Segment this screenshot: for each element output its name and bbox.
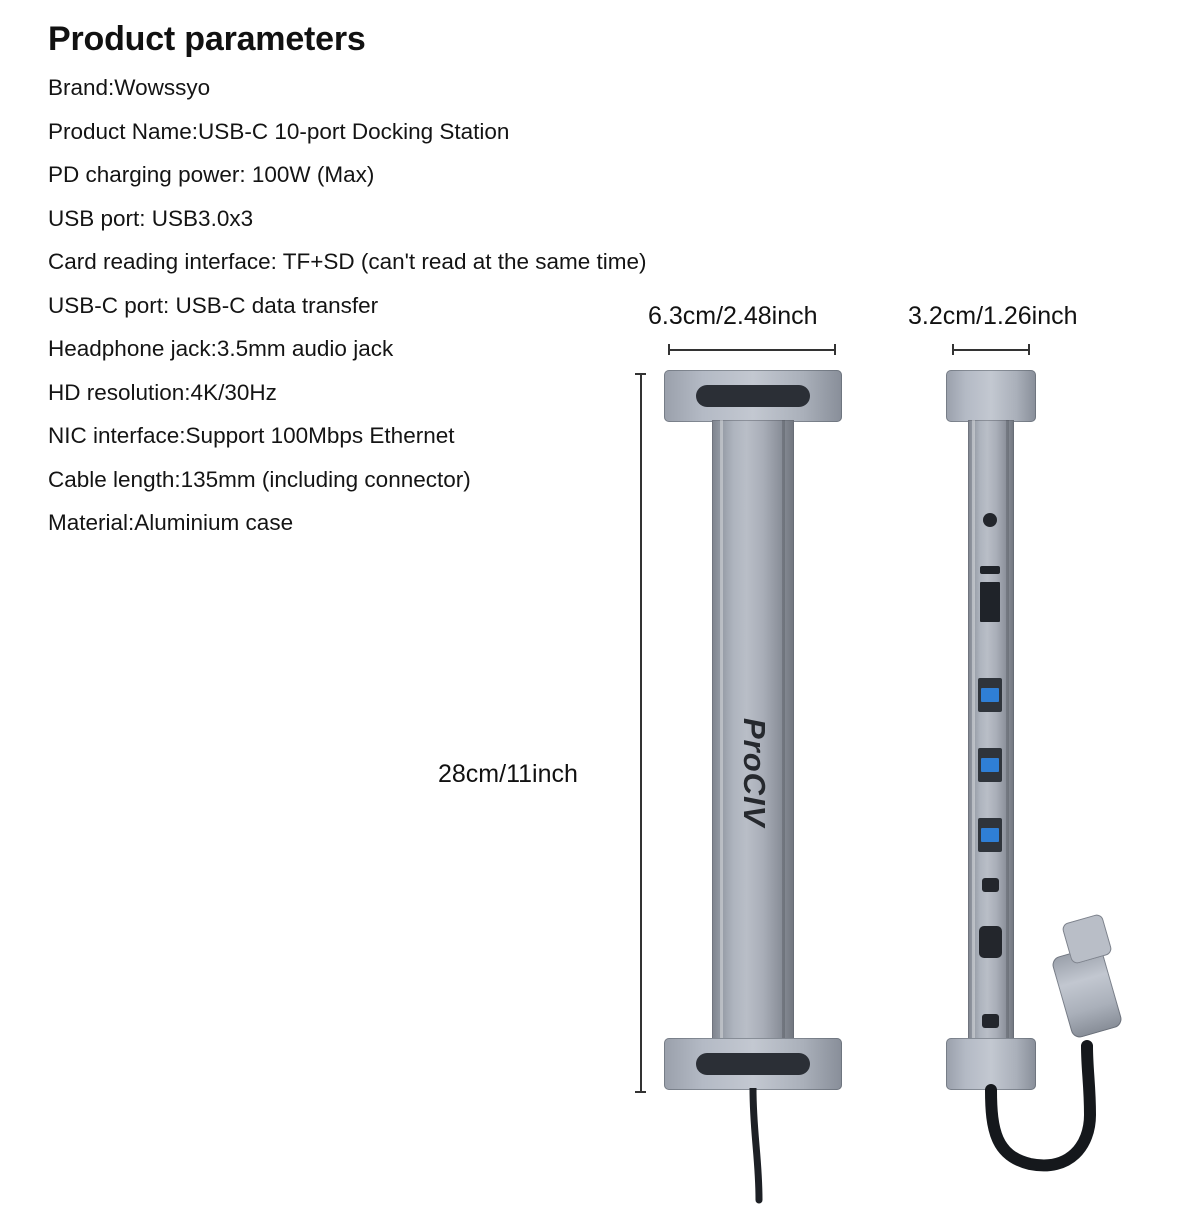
- spec-line-cable-length: Cable length:135mm (including connector): [48, 466, 471, 492]
- height-dimension-bar: [635, 373, 645, 1093]
- spec-line-hd-resolution: HD resolution:4K/30Hz: [48, 379, 277, 405]
- spec-line-usb-port: USB port: USB3.0x3: [48, 205, 254, 231]
- spec-line-card-reader: Card reading interface: TF+SD (can't read at the same time): [48, 249, 647, 274]
- front-bottom-slot: [696, 1053, 810, 1075]
- spec-line-usb-c-port: USB-C port: USB-C data transfer: [48, 292, 379, 318]
- side-view: [930, 370, 1170, 1180]
- page-title: Product parameters: [48, 20, 366, 58]
- spec-line-material: Material:Aluminium case: [48, 510, 294, 535]
- spec-line-product-name: Product Name:USB-C 10-port Docking Station: [48, 118, 510, 144]
- spec-line-pd-power: PD charging power: 100W (Max): [48, 162, 375, 187]
- brand-logo: ProCIV: [737, 718, 772, 828]
- front-bottom-end-cap: [664, 1038, 842, 1090]
- front-top-end-cap: [664, 370, 842, 422]
- front-top-slot: [696, 385, 810, 407]
- front-view: [660, 370, 846, 1100]
- side-width-dimension-bar: [952, 344, 1030, 354]
- product-diagram: [430, 280, 1170, 1190]
- spec-line-headphone-jack: Headphone jack:3.5mm audio jack: [48, 336, 394, 361]
- spec-line-brand: Brand:Wowssyo: [48, 75, 211, 100]
- height-label: 28cm/11inch: [438, 760, 578, 788]
- front-cable-stub: [660, 1088, 846, 1208]
- front-width-label: 6.3cm/2.48inch: [648, 302, 818, 330]
- spec-line-nic-interface: NIC interface:Support 100Mbps Ethernet: [48, 423, 455, 448]
- front-width-dimension-bar: [668, 344, 836, 354]
- side-width-label: 3.2cm/1.26inch: [908, 302, 1078, 330]
- usb-c-cable: [930, 370, 1170, 1180]
